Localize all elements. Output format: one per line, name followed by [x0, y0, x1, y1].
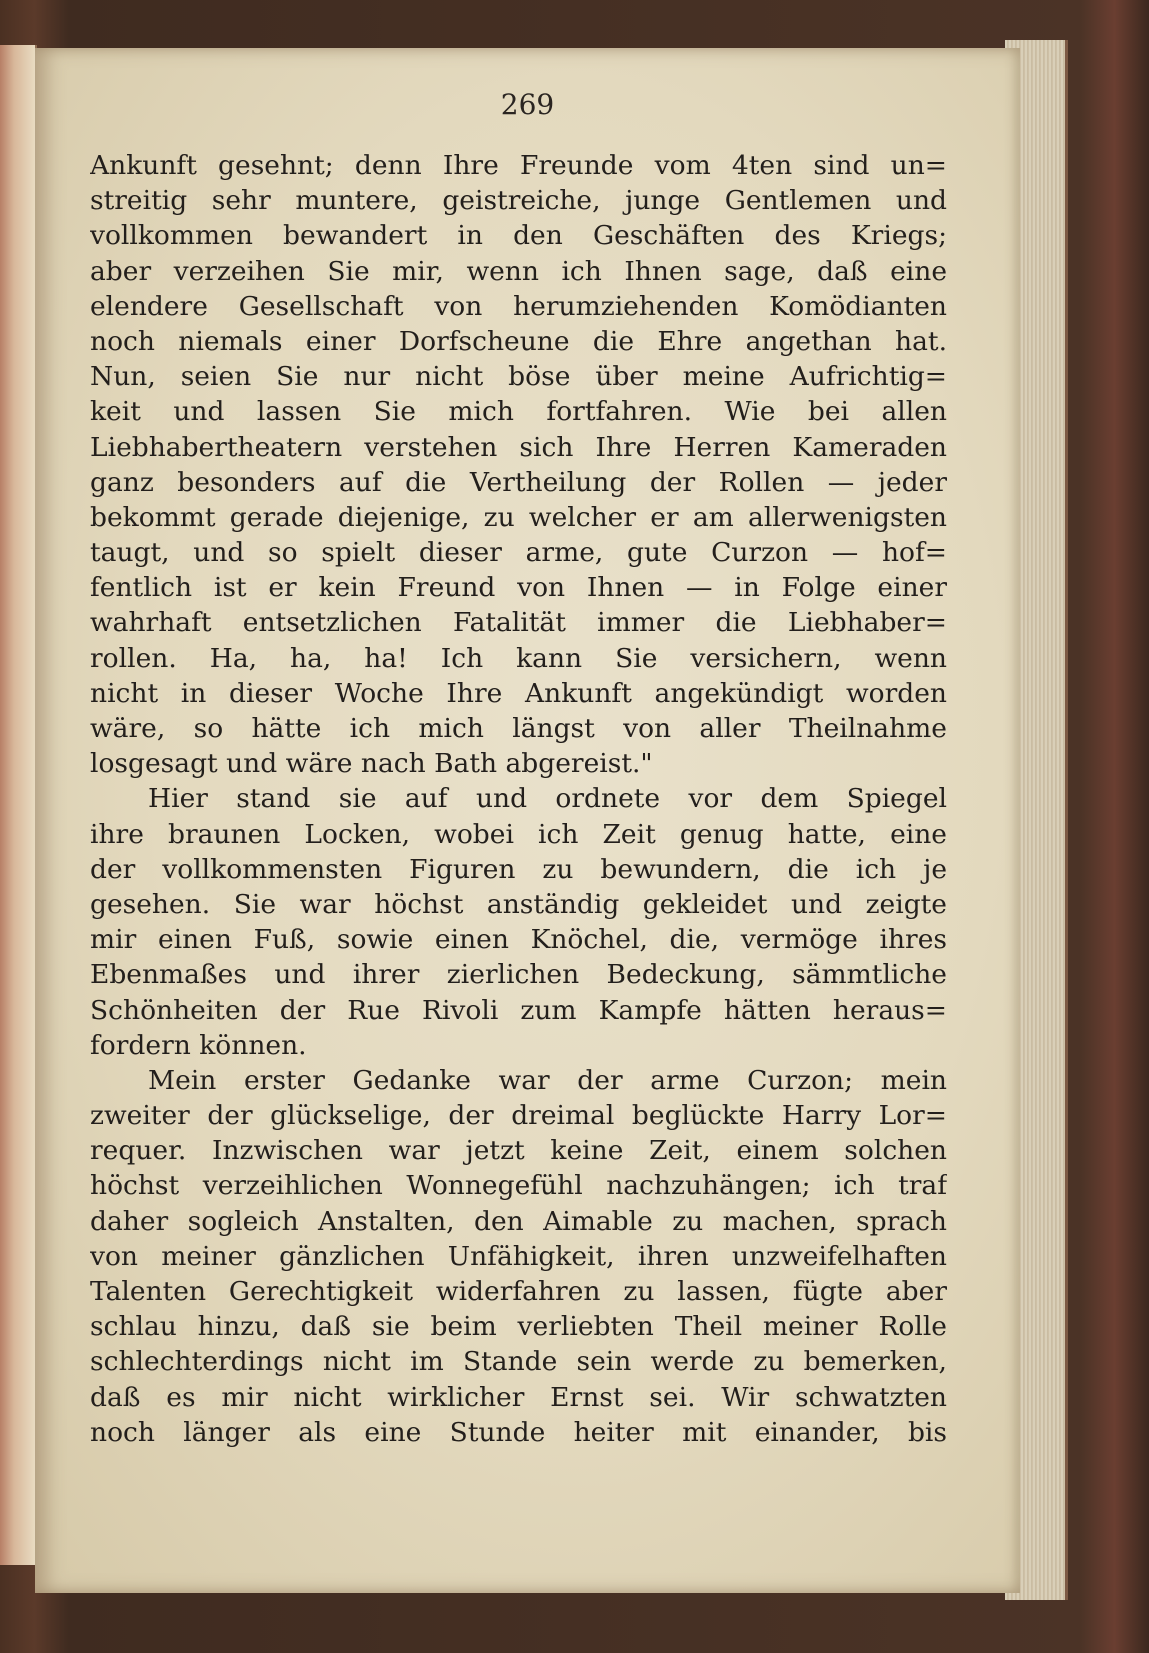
text-line: ihre braunen Locken, wobei ich Zeit genug hatte, eine	[90, 818, 947, 850]
text-line: ganz besonders auf die Vertheilung der Rollen — jeder	[90, 466, 947, 498]
text-line: schlau hinzu, daß sie beim verliebten Theil meiner Rolle	[90, 1311, 947, 1343]
page-number: 269	[500, 88, 555, 121]
text-line: rollen. Ha, ha, ha! Ich kann Sie versichern, wenn	[90, 642, 947, 674]
text-line: Ankunft gesehnt; denn Ihre Freunde vom 4ten sind un=	[90, 150, 947, 181]
text-line: elendere Gesellschaft von herumziehenden Komödianten	[90, 290, 947, 322]
text-line: vollkommen bewandert in den Geschäften des Kriegs;	[90, 220, 947, 252]
book-page	[35, 48, 1020, 1593]
text-line: keit und lassen Sie mich fortfahren. Wie bei allen	[90, 396, 947, 428]
text-line: Liebhabertheatern verstehen sich Ihre Herren Kameraden	[90, 431, 947, 463]
text-line: requer. Inzwischen war jetzt keine Zeit, einem solchen	[90, 1135, 947, 1167]
text-line: Mein erster Gedanke war der arme Curzon; mein	[148, 1064, 947, 1096]
text-line: mir einen Fuß, sowie einen Knöchel, die, vermöge ihres	[90, 924, 947, 956]
text-line: noch länger als eine Stunde heiter mit einander, bis	[90, 1416, 947, 1448]
text-line: Schönheiten der Rue Rivoli zum Kampfe hätten heraus=	[90, 994, 947, 1026]
text-line: daß es mir nicht wirklicher Ernst sei. Wir schwatzten	[90, 1381, 947, 1413]
text-line: von meiner gänzlichen Unfähigkeit, ihren unzweifelhaften	[90, 1240, 947, 1272]
text-line: fordern können.	[90, 1029, 307, 1061]
text-line: gesehen. Sie war höchst anständig gekleidet und zeigte	[90, 888, 947, 920]
text-line: aber verzeihen Sie mir, wenn ich Ihnen sage, daß eine	[90, 255, 947, 287]
left-page-edge	[0, 45, 37, 1565]
text-line: zweiter der glückselige, der dreimal beglückte Harry Lor=	[90, 1100, 947, 1132]
text-line: fentlich ist er kein Freund von Ihnen — in Folge einer	[90, 572, 947, 604]
text-line: Talenten Gerechtigkeit widerfahren zu lassen, fügte aber	[90, 1276, 947, 1307]
text-line: Ebenmaßes und ihrer zierlichen Bedeckung, sämmtliche	[90, 959, 947, 991]
text-line: noch niemals einer Dorfscheune die Ehre angethan hat.	[90, 325, 947, 357]
text-line: Nun, seien Sie nur nicht böse über meine Aufrichtig=	[90, 361, 947, 393]
text-line: Hier stand sie auf und ordnete vor dem Spiegel	[148, 783, 947, 815]
text-line: der vollkommensten Figuren zu bewundern, die ich je	[90, 853, 947, 885]
text-line: bekommt gerade diejenige, zu welcher er am allerwenigsten	[90, 501, 947, 533]
text-line: streitig sehr muntere, geistreiche, junge Gentlemen und	[90, 185, 947, 217]
text-line: schlechterdings nicht im Stande sein werde zu bemerken,	[90, 1346, 947, 1378]
text-line: daher sogleich Anstalten, den Aimable zu machen, sprach	[90, 1205, 947, 1237]
text-line: nicht in dieser Woche Ihre Ankunft angekündigt worden	[90, 677, 947, 709]
text-line: wahrhaft entsetzlichen Fatalität immer die Liebhaber=	[90, 607, 947, 639]
text-line: höchst verzeihlichen Wonnegefühl nachzuhängen; ich traf	[90, 1170, 947, 1202]
text-line: wäre, so hätte ich mich längst von aller Theilnahme	[90, 713, 947, 744]
text-line: taugt, und so spielt dieser arme, gute Curzon — hof=	[90, 537, 947, 569]
text-line: losgesagt und wäre nach Bath abgereist."	[90, 748, 653, 780]
body-text	[90, 148, 947, 1450]
